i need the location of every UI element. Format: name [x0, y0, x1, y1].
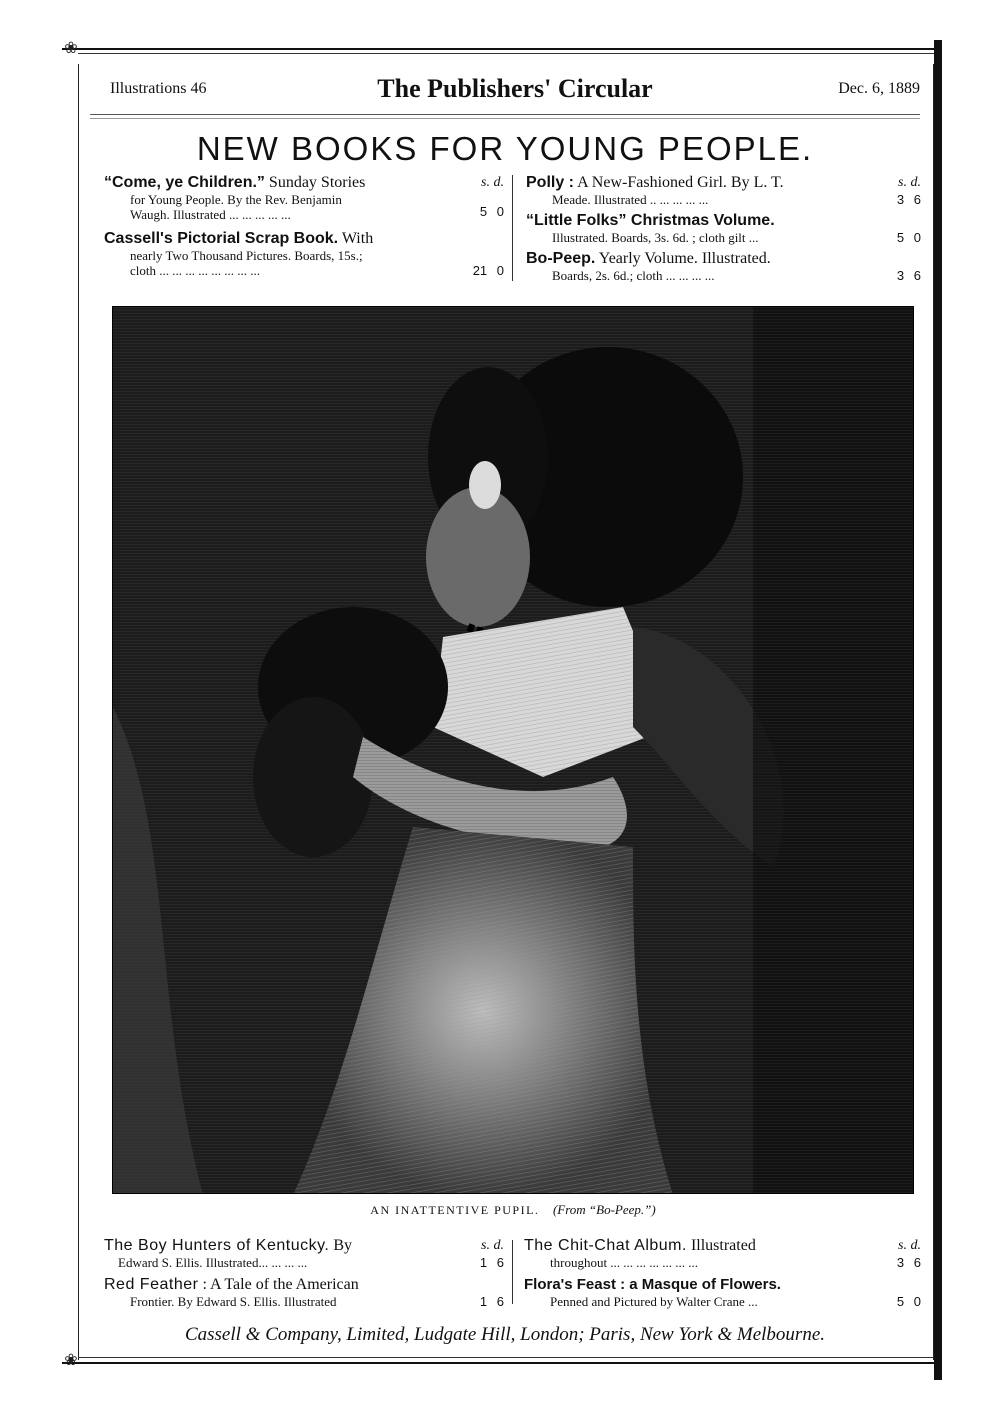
book-entry: [526, 212, 921, 245]
ornament-icon: ❀: [64, 1352, 78, 1369]
running-header: [110, 76, 920, 110]
book-description: [104, 263, 504, 278]
book-title: Red Feather: [104, 1276, 199, 1293]
engraving-illustration: [112, 306, 914, 1194]
book-description-text: Illustrated. Boards, 3s. 6d. ; cloth gilt ...: [552, 230, 759, 245]
book-title: Polly :: [526, 174, 575, 191]
bottom-right-column: [524, 1237, 921, 1317]
book-entry: [526, 250, 921, 283]
book-title-line: [524, 1237, 921, 1255]
book-price: 1 6: [479, 1294, 504, 1309]
book-entry: [524, 1237, 921, 1270]
book-title-rest: : A Tale of the American: [198, 1276, 359, 1293]
book-description: [104, 1255, 504, 1270]
book-title-rest: A New-Fashioned Girl. By L. T.: [574, 174, 784, 191]
book-price: 5 0: [896, 1294, 921, 1309]
book-title: “Come, ye Children.”: [104, 174, 265, 191]
book-entry: [104, 1276, 504, 1309]
header-rule: [90, 114, 920, 115]
book-title-line: [526, 212, 921, 230]
bottom-left-column: [104, 1237, 504, 1317]
book-title-line: [524, 1276, 921, 1294]
book-entry: [104, 1237, 504, 1270]
book-title: The Chit-Chat Album.: [524, 1237, 687, 1254]
book-price: 5 0: [479, 204, 504, 219]
illustration-caption: [112, 1202, 914, 1218]
book-description: nearly Two Thousand Pictures. Boards, 15s.;: [130, 248, 363, 263]
book-description-text: Penned and Pictured by Walter Crane ...: [550, 1294, 758, 1309]
book-title-rest: Illustrated: [686, 1237, 756, 1254]
book-description: [526, 192, 921, 207]
book-title-rest: By: [329, 1237, 353, 1254]
column-divider: [512, 1240, 513, 1304]
book-description-text: Waugh. Illustrated ... ... ... ... ...: [130, 207, 291, 222]
book-description: [104, 1294, 504, 1309]
header-rule: [90, 118, 920, 119]
bottom-inner-rule: [78, 1357, 934, 1358]
top-left-column: [104, 174, 504, 286]
caption-source: (From “Bo-Peep.”): [552, 1202, 656, 1217]
book-description: [524, 1255, 921, 1270]
book-title: Bo-Peep.: [526, 250, 596, 267]
top-border-rule: [62, 48, 940, 50]
book-title-line: [526, 250, 921, 268]
book-description: [526, 268, 921, 283]
book-description-text: Frontier. By Edward S. Ellis. Illustrated: [130, 1294, 337, 1309]
book-entry: [104, 230, 504, 278]
currency-heading: s. d.: [898, 1238, 921, 1253]
book-description: [524, 1294, 921, 1309]
book-title: The Boy Hunters of Kentucky.: [104, 1237, 330, 1254]
currency-heading: s. d.: [481, 175, 504, 190]
book-title: Cassell's Pictorial Scrap Book.: [104, 230, 339, 247]
currency-heading: s. d.: [898, 175, 921, 190]
top-right-column: [526, 174, 921, 291]
page-title: NEW BOOKS FOR YOUNG PEOPLE.: [196, 130, 814, 167]
book-title-line: [526, 174, 921, 192]
book-price: 1 6: [479, 1255, 504, 1270]
book-description-text: Meade. Illustrated .. ... ... ... ...: [552, 192, 709, 207]
book-title-line: [104, 230, 504, 248]
engraving-picture: [113, 307, 914, 1194]
bottom-border-rule: [62, 1362, 940, 1364]
book-description-text: cloth ... ... ... ... ... ... ... ...: [130, 263, 260, 278]
book-description: [526, 230, 921, 245]
book-title-line: [104, 1276, 504, 1294]
book-price: 3 6: [896, 268, 921, 283]
book-title-line: [104, 174, 504, 192]
binding-spine: [934, 40, 942, 1380]
book-description: for Young People. By the Rev. Benjamin: [130, 192, 342, 207]
publisher-imprint: Cassell & Company, Limited, Ludgate Hill, London; Paris, New York & Melbourne.: [184, 1324, 826, 1345]
page-label: Illustrations 46: [110, 80, 207, 97]
book-entry: [524, 1276, 921, 1309]
book-title: Flora's Feast : a Masque of Flowers.: [524, 1276, 781, 1293]
top-inner-rule: [78, 53, 934, 54]
book-entry: [104, 174, 504, 222]
issue-date: Dec. 6, 1889: [838, 80, 920, 97]
book-description-text: Boards, 2s. 6d.; cloth ... ... ... ...: [552, 268, 715, 283]
book-entry: [526, 174, 921, 207]
book-title-rest: Yearly Volume. Illustrated.: [595, 250, 771, 267]
currency-heading: s. d.: [481, 1238, 504, 1253]
book-price: 21 0: [472, 263, 504, 278]
ornament-icon: ❀: [64, 40, 78, 57]
book-description: [104, 204, 504, 222]
book-title-rest: Sunday Stories: [264, 174, 366, 191]
journal-title: The Publishers' Circular: [377, 74, 653, 103]
book-price: 3 6: [896, 1255, 921, 1270]
book-price: 5 0: [896, 230, 921, 245]
book-title: “Little Folks” Christmas Volume.: [526, 212, 775, 229]
book-description-text: Edward S. Ellis. Illustrated... ... ... ...: [118, 1255, 308, 1270]
caption-text: AN INATTENTIVE PUPIL.: [370, 1203, 540, 1217]
book-title-rest: With: [338, 230, 374, 247]
book-price: 3 6: [896, 192, 921, 207]
book-description-text: throughout ... ... ... ... ... ... ...: [550, 1255, 699, 1270]
column-divider: [512, 175, 513, 281]
book-title-line: [104, 1237, 504, 1255]
